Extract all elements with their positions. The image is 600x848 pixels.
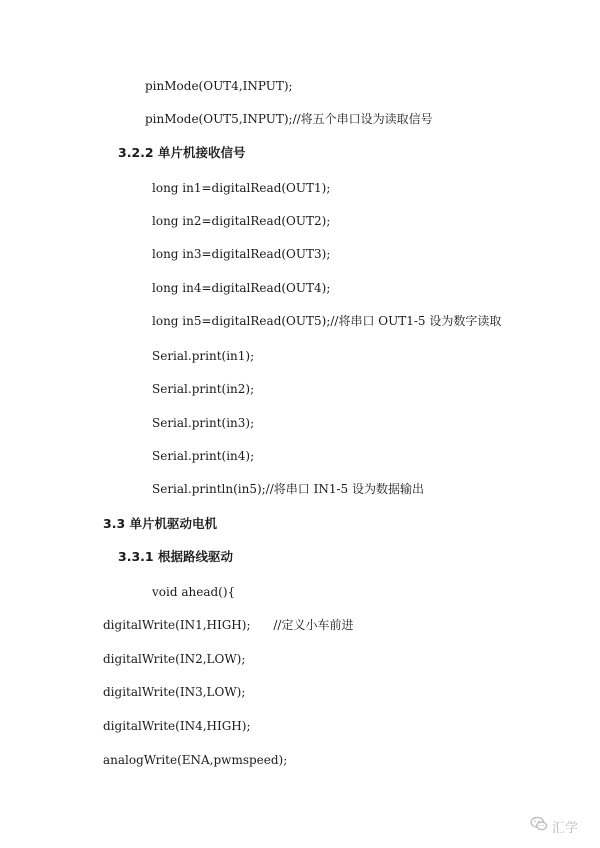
code-line-in2: long in2=digitalRead(OUT2); (152, 214, 331, 228)
section-heading-3-2-2: 3.2.2 单片机接收信号 (118, 145, 246, 160)
code-line-in2-low: digitalWrite(IN2,LOW); (103, 652, 246, 666)
code-line-analogwrite-ena: analogWrite(ENA,pwmspeed); (103, 753, 288, 767)
wechat-icon (530, 816, 548, 836)
watermark-text: 汇学 (551, 820, 578, 836)
code-line-in4-high: digitalWrite(IN4,HIGH); (103, 719, 251, 733)
watermark (530, 816, 578, 836)
code-line-in3-low: digitalWrite(IN3,LOW); (103, 685, 246, 699)
code-line-print-in2: Serial.print(in2); (152, 382, 255, 396)
code-line-in4: long in4=digitalRead(OUT4); (152, 281, 331, 295)
section-heading-3-3-1: 3.3.1 根据路线驱动 (118, 549, 233, 564)
code-line-in3: long in3=digitalRead(OUT3); (152, 247, 331, 261)
code-line-pinmode-out5: pinMode(OUT5,INPUT);//将五个串口设为读取信号 (145, 112, 433, 126)
code-line-pinmode-out4: pinMode(OUT4,INPUT); (145, 79, 293, 93)
code-line-print-in1: Serial.print(in1); (152, 349, 255, 363)
code-line-in1-high: digitalWrite(IN1,HIGH); //定义小车前进 (103, 618, 354, 632)
code-line-println-in5: Serial.println(in5);//将串口 IN1-5 设为数据输出 (152, 482, 424, 496)
section-heading-3-3: 3.3 单片机驱动电机 (103, 516, 217, 531)
code-line-print-in3: Serial.print(in3); (152, 416, 255, 430)
code-line-in1: long in1=digitalRead(OUT1); (152, 181, 331, 195)
code-line-in5: long in5=digitalRead(OUT5);//将串口 OUT1-5 设为数字读取 (152, 314, 502, 328)
code-line-print-in4: Serial.print(in4); (152, 449, 255, 463)
code-line-void-ahead: void ahead(){ (152, 585, 236, 599)
